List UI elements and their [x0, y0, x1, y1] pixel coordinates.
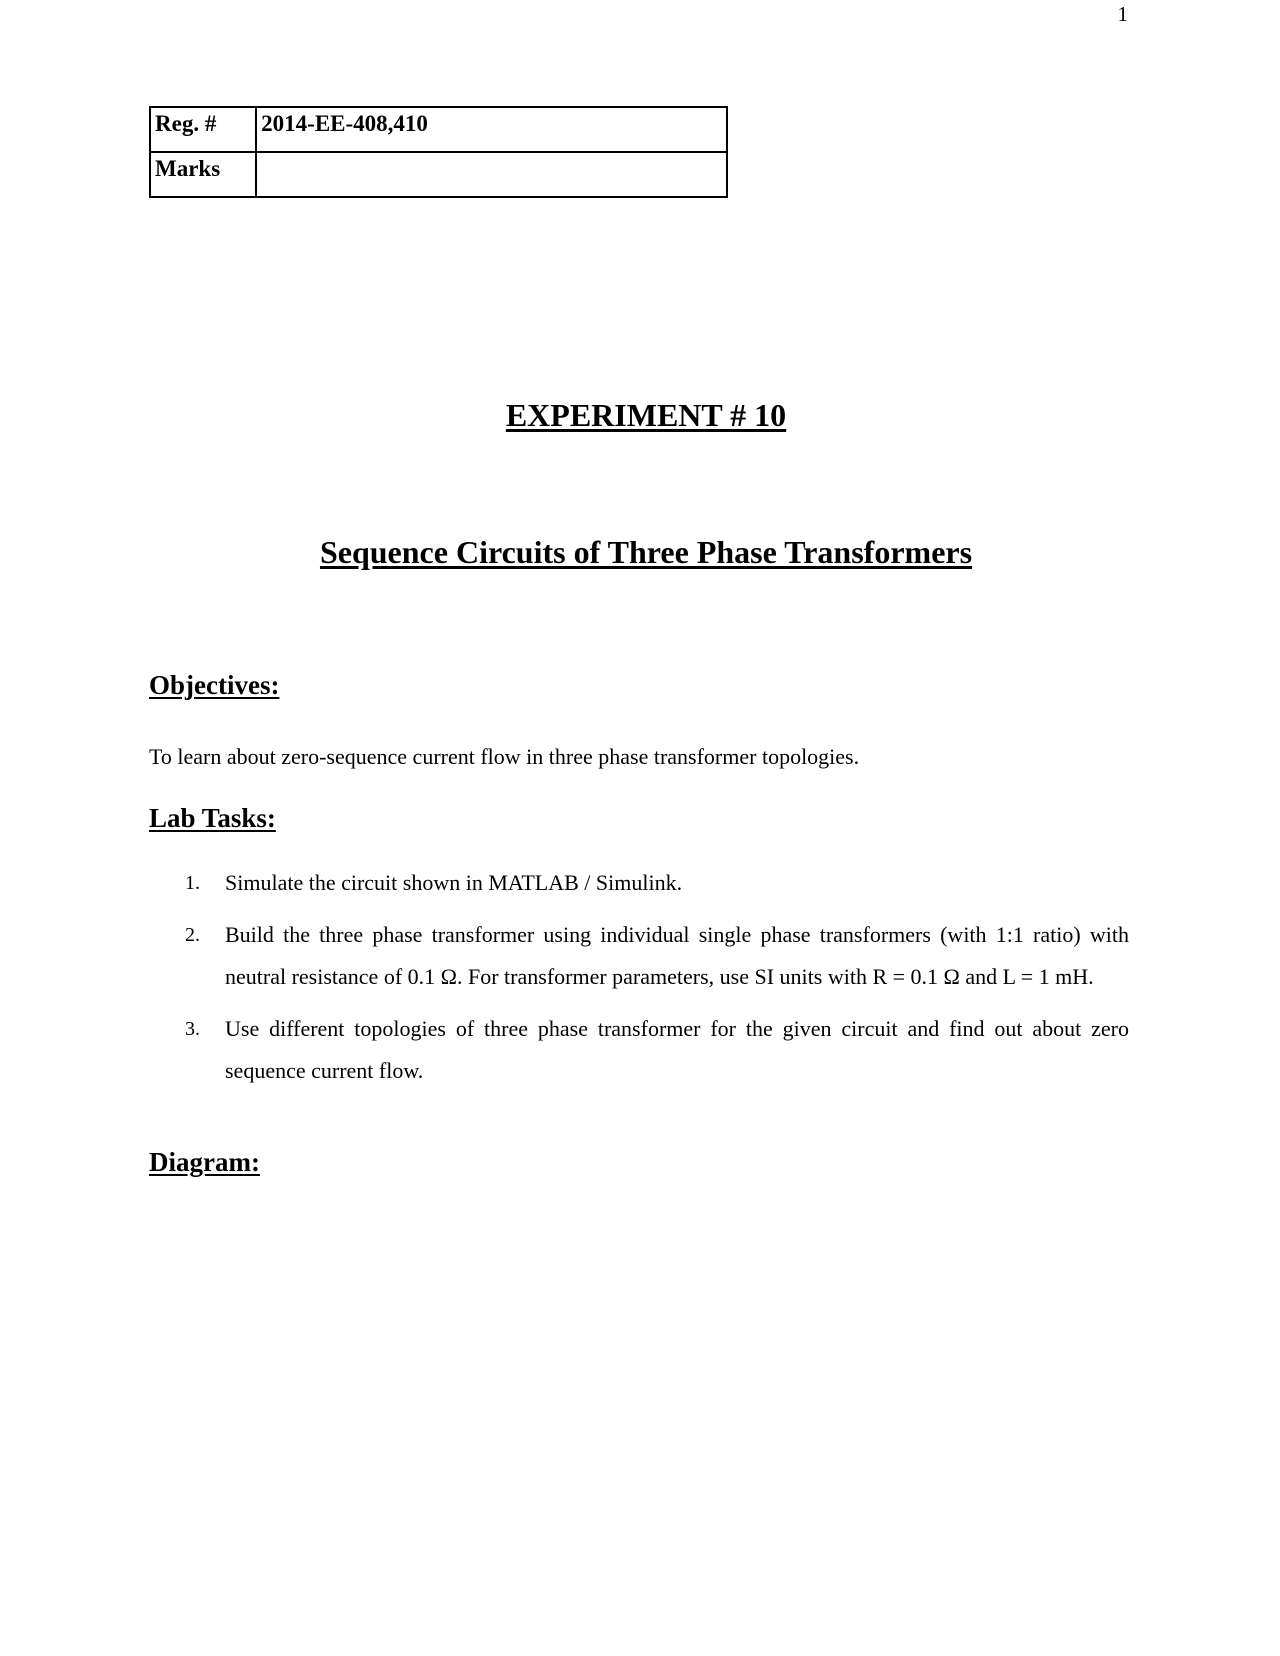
- task-number: 3.: [185, 1018, 200, 1040]
- experiment-title: EXPERIMENT # 10: [505, 397, 787, 433]
- marks-label: Marks: [150, 152, 256, 197]
- registration-table: [149, 106, 728, 198]
- table-row: [150, 107, 727, 152]
- lab-task-list: [149, 862, 1129, 1102]
- reg-label: Reg. #: [150, 107, 256, 152]
- table-row: [150, 152, 727, 197]
- task-number: 1.: [185, 872, 200, 894]
- list-item: [149, 914, 1129, 998]
- task-text: Simulate the circuit shown in MATLAB / Simulink.: [225, 870, 683, 895]
- diagram-heading: Diagram:: [149, 1147, 260, 1177]
- lab-tasks-heading: Lab Tasks:: [149, 803, 276, 833]
- experiment-subtitle: Sequence Circuits of Three Phase Transformers: [319, 534, 973, 570]
- list-item: [149, 862, 1129, 904]
- page-number: 1: [1117, 2, 1128, 26]
- task-number: 2.: [185, 924, 200, 946]
- objectives-text: To learn about zero-sequence current flow in three phase transformer topologies.: [149, 744, 860, 769]
- task-text: Use different topologies of three phase transformer for the given circuit and find out about zero sequence current flow.: [225, 1016, 1129, 1083]
- objectives-heading: Objectives:: [149, 670, 280, 700]
- marks-value: [256, 152, 727, 197]
- list-item: [149, 1008, 1129, 1092]
- task-text: Build the three phase transformer using individual single phase transformers (with 1:1 ratio) with neutral resistance of 0.1 Ω. For transformer parameters, use SI units with R = 0.1 Ω and L = 1 mH.: [225, 922, 1129, 989]
- reg-value: 2014-EE-408,410: [256, 107, 727, 152]
